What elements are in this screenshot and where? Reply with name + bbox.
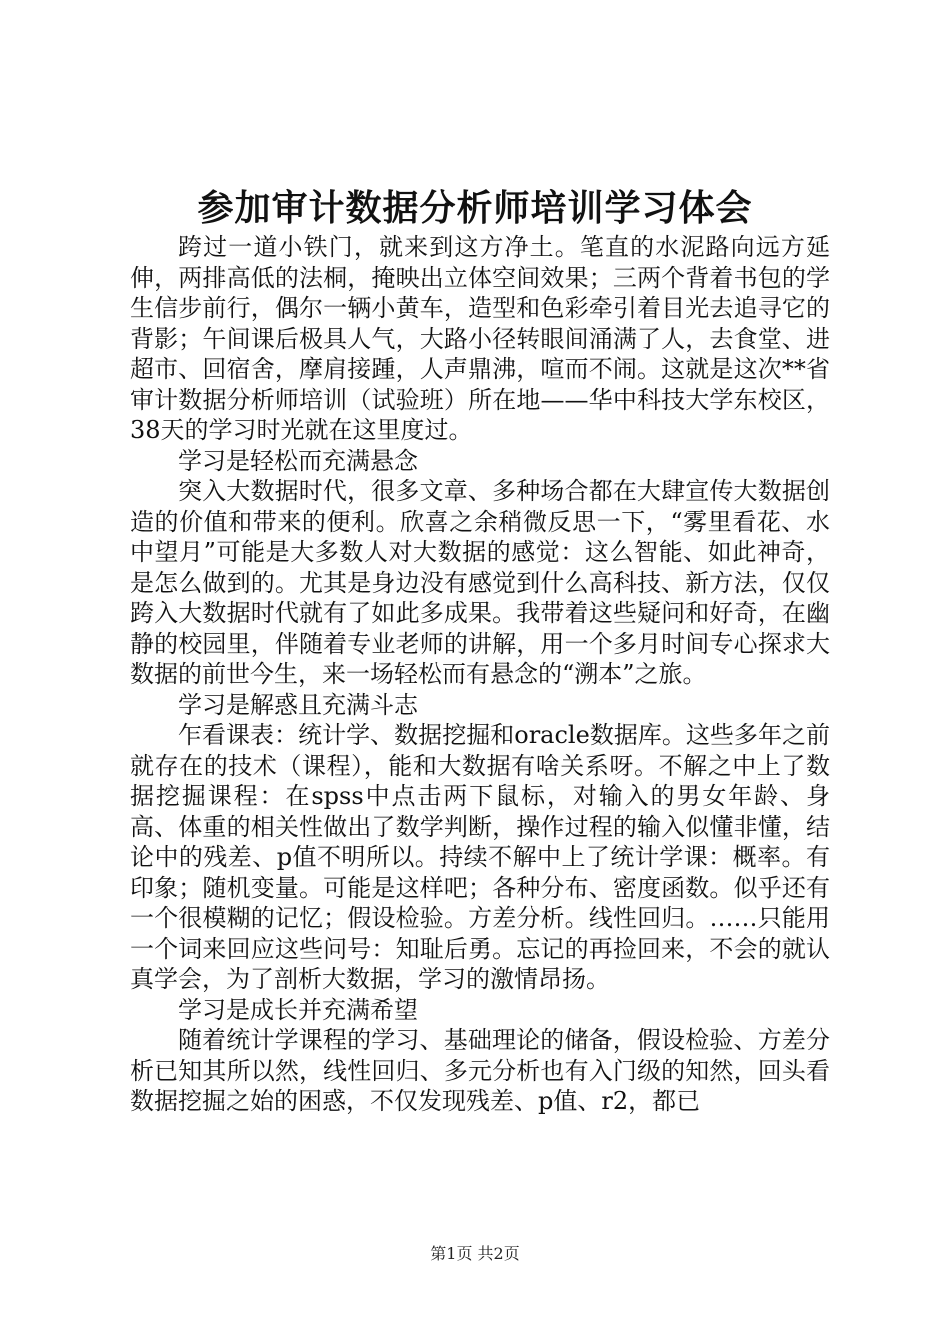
document-title: 参加审计数据分析师培训学习体会 (197, 187, 753, 229)
section-heading: 学习是成长并充满希望 (178, 995, 418, 1024)
body-paragraph: 突入大数据时代，很多文章、多种场合都在大肆宣传大数据创造的价值和带来的便利。欣喜之余稍微反思一下，“雾里看花、水中望月”可能是大多数人对大数据的感觉：这么智能、如此神奇，是怎么做到的。尤其是身边没有感觉到什么高科技、新方法，仅仅跨入大数据时代就有了如此多成果。我带着这些疑问和好奇，在幽静的校园里，伴随着专业老师的讲解，用一个多月时间专心探求大数据的前世今生，来一场轻松而有悬念的“溯本”之旅。 (130, 477, 830, 688)
page-footer: 第1页 共2页 (430, 1244, 520, 1263)
body-paragraph: 随着统计学课程的学习、基础理论的储备，假设检验、方差分析已知其所以然，线性回归、多元分析也有入门级的知然，回头看数据挖掘之始的困惑，不仅发现残差、p值、r2，都已 (130, 1026, 830, 1115)
document-body (130, 232, 830, 1117)
body-paragraph: 乍看课表：统计学、数据挖掘和oracle数据库。这些多年之前就存在的技术（课程），能和大数据有啥关系呀。不解之中上了数据挖掘课程：在spss中点击两下鼠标，对输入的男女年龄、身高、体重的相关性做出了数学判断，操作过程的输入似懂非懂，结论中的残差、p值不明所以。持续不解中上了统计学课：概率。有印象；随机变量。可能是这样吧；各种分布、密度函数。似乎还有一个很模糊的记忆；假设检验。方差分析。线性回归。……只能用一个词来回应这些问号：知耻后勇。忘记的再捡回来，不会的就认真学会，为了剖析大数据，学习的激情昂扬。 (130, 721, 830, 993)
section-heading: 学习是轻松而充满悬念 (178, 446, 418, 475)
section-heading: 学习是解惑且充满斗志 (178, 690, 418, 719)
body-paragraph: 跨过一道小铁门，就来到这方净土。笔直的水泥路向远方延伸，两排高低的法桐，掩映出立体空间效果；三两个背着书包的学生信步前行，偶尔一辆小黄车，造型和色彩牵引着目光去追寻它的背影；午间课后极具人气，大路小径转眼间涌满了人，去食堂、进超市、回宿舍，摩肩接踵，人声鼎沸，喧而不闹。这就是这次**省审计数据分析师培训（试验班）所在地——华中科技大学东校区，38天的学习时光就在这里度过。 (130, 233, 830, 444)
